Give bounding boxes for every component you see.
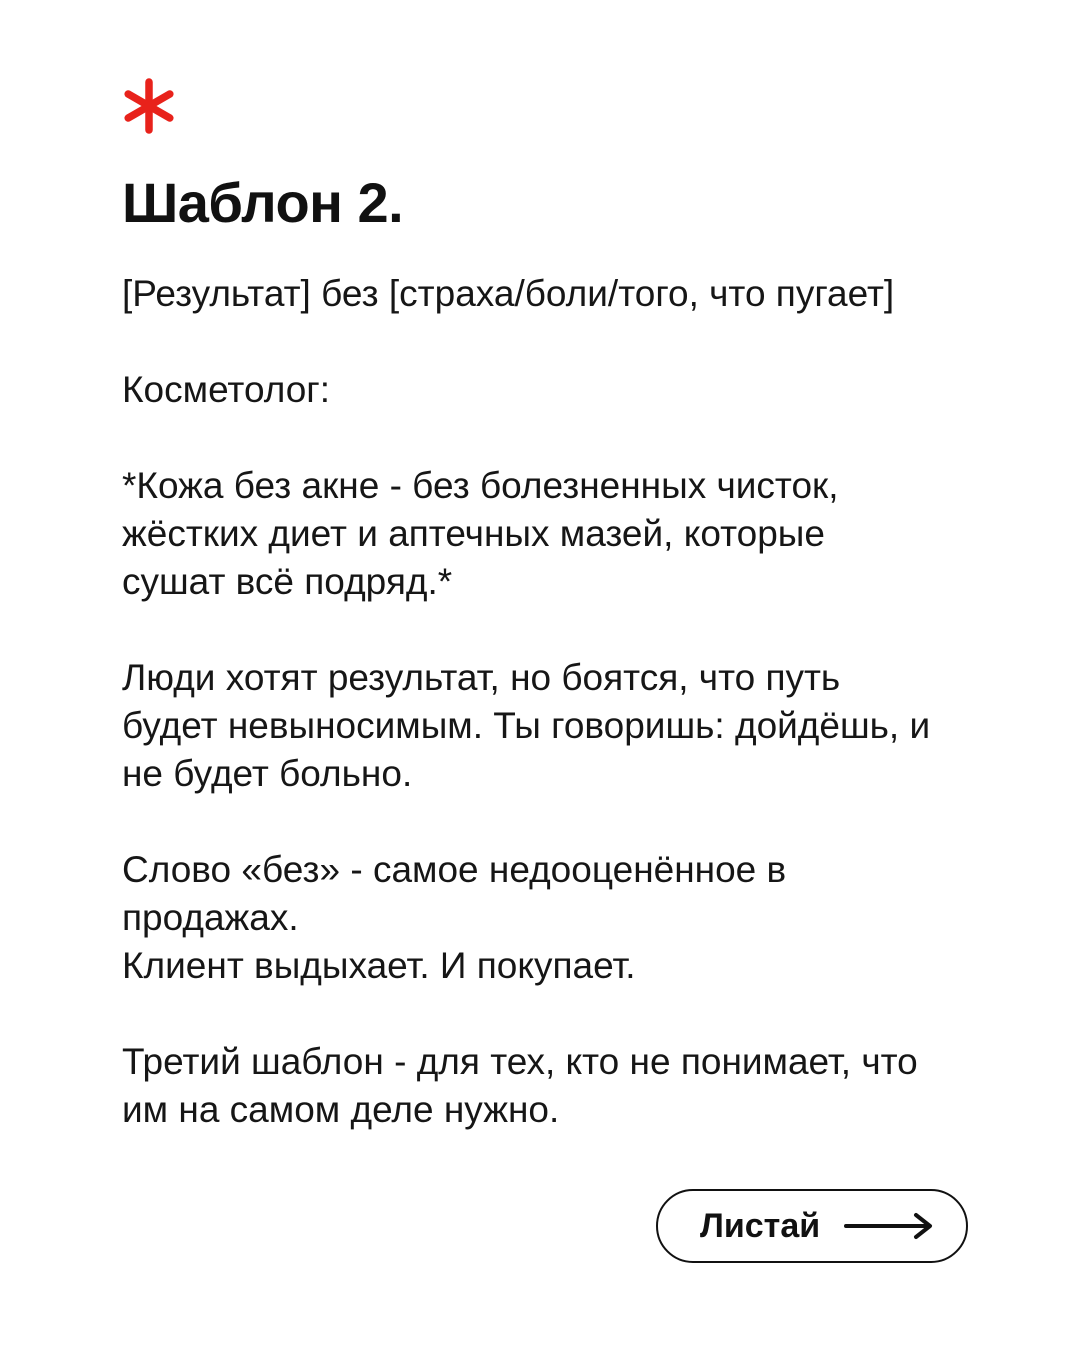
insight-text: Слово «без» - самое недооценённое в продажах. Клиент выдыхает. И покупает.	[122, 849, 787, 986]
page-title: Шаблон 2.	[122, 171, 404, 234]
explanation-text: Люди хотят результат, но боятся, что путь будет невыносимым. Ты говоришь: дойдёшь, и не будет больно.	[122, 657, 931, 794]
next-slide-button[interactable]	[656, 1189, 968, 1263]
next-slide-label: Листай	[700, 1207, 821, 1245]
arrow-right-icon	[844, 1212, 934, 1240]
template-formula: [Результат] без [страха/боли/того, что пугает]	[122, 273, 895, 314]
example-text: *Кожа без акне - без болезненных чисток, жёстких диет и аптечных мазей, которые сушат всё подряд.*	[122, 465, 839, 602]
teaser-text: Третий шаблон - для тех, кто не понимает, что им на самом деле нужно.	[122, 1041, 918, 1130]
asterisk-icon	[121, 78, 177, 134]
example-label: Косметолог:	[122, 369, 331, 410]
